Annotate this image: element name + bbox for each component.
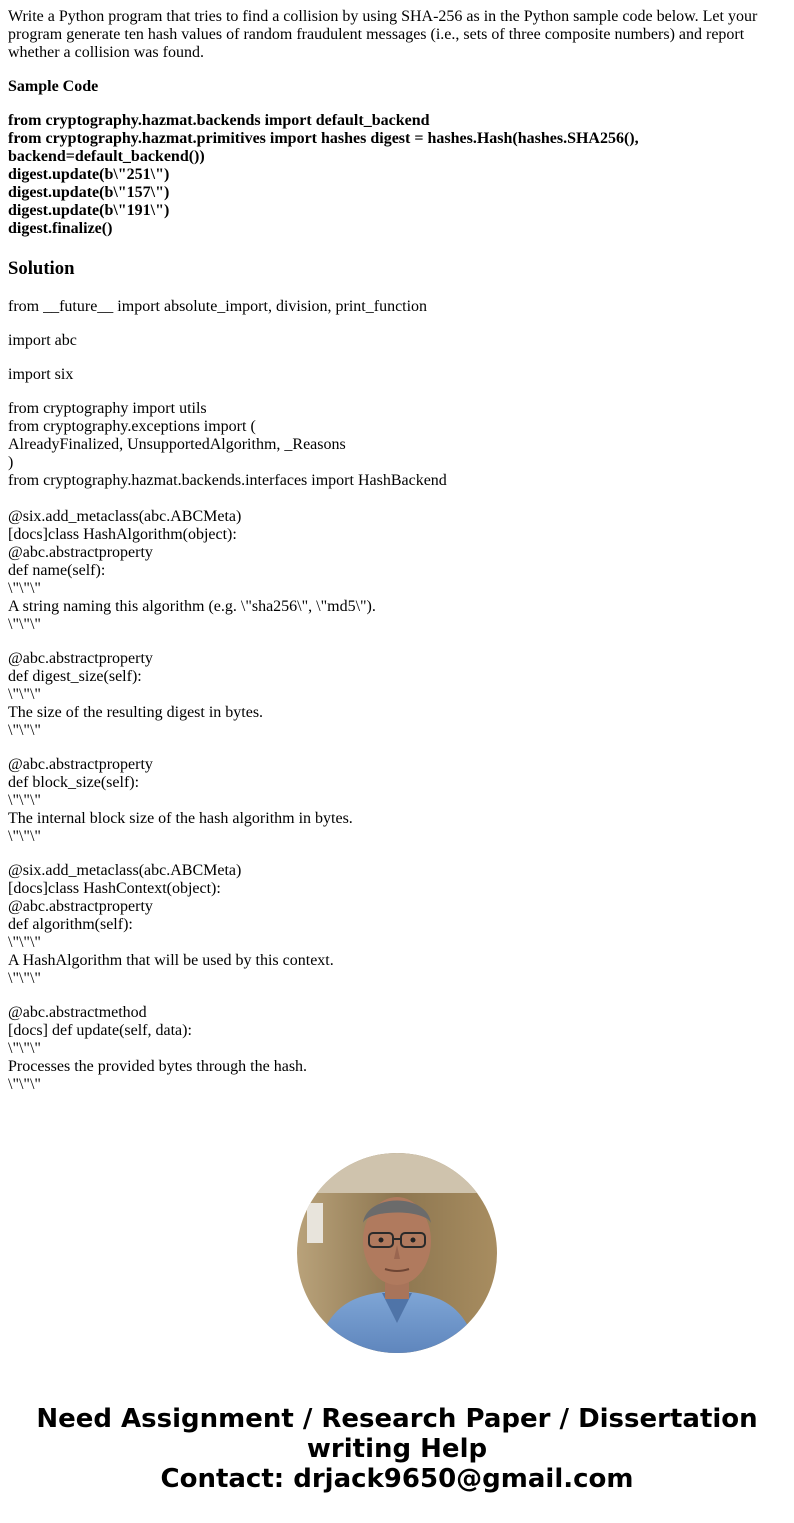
- code-line: [docs]class HashAlgorithm(object):: [8, 526, 237, 543]
- footer-line-2: writing Help: [306, 1434, 488, 1464]
- code-line: @six.add_metaclass(abc.ABCMeta): [8, 508, 242, 525]
- code-line: def block_size(self):: [8, 774, 140, 791]
- code-line: from cryptography.exceptions import (: [8, 418, 256, 435]
- author-avatar: [297, 1153, 497, 1353]
- sample-code-line: digest.update(b\"251\"): [8, 166, 170, 183]
- code-line: ): [8, 454, 14, 471]
- code-line: import six: [8, 366, 74, 383]
- code-line: AlreadyFinalized, UnsupportedAlgorithm, _Reasons: [8, 436, 346, 453]
- code-line: [docs] def update(self, data):: [8, 1022, 192, 1039]
- code-line: \"\"\": [8, 686, 41, 703]
- code-block: [8, 366, 786, 384]
- sample-code-line: from cryptography.hazmat.backends import default_backend: [8, 112, 430, 129]
- author-photo: [297, 1153, 497, 1353]
- sample-code-line: digest.update(b\"191\"): [8, 202, 170, 219]
- sample-code-heading: Sample Code: [8, 78, 99, 95]
- code-line: \"\"\": [8, 792, 41, 809]
- sample-code-line: from cryptography.hazmat.primitives import hashes digest = hashes.Hash(hashes.SHA256(), backend=default_backend()): [8, 130, 643, 165]
- code-line: \"\"\": [8, 580, 41, 597]
- sample-code-line: digest.update(b\"157\"): [8, 184, 170, 201]
- code-line: \"\"\": [8, 970, 41, 987]
- code-line: @abc.abstractproperty: [8, 544, 153, 561]
- code-line: The internal block size of the hash algorithm in bytes.: [8, 810, 353, 827]
- solution-body: [8, 298, 786, 1094]
- code-line: \"\"\": [8, 1076, 41, 1093]
- footer-line-1: Need Assignment / Research Paper / Dissertation: [36, 1404, 758, 1434]
- code-line: A HashAlgorithm that will be used by this context.: [8, 952, 334, 969]
- sample-code-block: [8, 112, 786, 238]
- code-line: \"\"\": [8, 722, 41, 739]
- code-line: @abc.abstractmethod: [8, 1004, 147, 1021]
- code-line: [docs]class HashContext(object):: [8, 880, 221, 897]
- code-line: from __future__ import absolute_import, division, print_function: [8, 298, 428, 315]
- question-text: Write a Python program that tries to find a collision by using SHA-256 as in the Python sample code below. Let your program generate ten hash values of random fraudulent messages (i.e., sets of three composite numbers) and report whether a collision was found.: [8, 8, 758, 61]
- code-line: def digest_size(self):: [8, 668, 142, 685]
- code-line: @six.add_metaclass(abc.ABCMeta): [8, 862, 242, 879]
- code-line: def name(self):: [8, 562, 106, 579]
- code-block: [8, 1004, 786, 1094]
- code-line: Processes the provided bytes through the hash.: [8, 1058, 308, 1075]
- code-line: from cryptography import utils: [8, 400, 207, 417]
- code-line: @abc.abstractproperty: [8, 756, 153, 773]
- code-line: from cryptography.hazmat.backends.interfaces import HashBackend: [8, 472, 447, 489]
- code-line: \"\"\": [8, 934, 41, 951]
- code-block: [8, 508, 786, 634]
- code-block: [8, 400, 786, 490]
- solution-heading: Solution: [8, 258, 75, 279]
- code-line: \"\"\": [8, 616, 41, 633]
- code-line: \"\"\": [8, 828, 41, 845]
- footer-contact: [0, 1404, 794, 1494]
- footer-contact-email: Contact: drjack9650@gmail.com: [160, 1464, 634, 1494]
- code-line: @abc.abstractproperty: [8, 898, 153, 915]
- code-block: [8, 332, 786, 350]
- code-line: import abc: [8, 332, 77, 349]
- code-block: [8, 298, 786, 316]
- code-block: [8, 650, 786, 740]
- code-block: [8, 756, 786, 846]
- code-line: def algorithm(self):: [8, 916, 133, 933]
- code-line: The size of the resulting digest in bytes.: [8, 704, 264, 721]
- code-line: @abc.abstractproperty: [8, 650, 153, 667]
- code-line: A string naming this algorithm (e.g. \"sha256\", \"md5\").: [8, 598, 376, 615]
- code-block: [8, 862, 786, 988]
- sample-code-line: digest.finalize(): [8, 220, 113, 237]
- code-line: \"\"\": [8, 1040, 41, 1057]
